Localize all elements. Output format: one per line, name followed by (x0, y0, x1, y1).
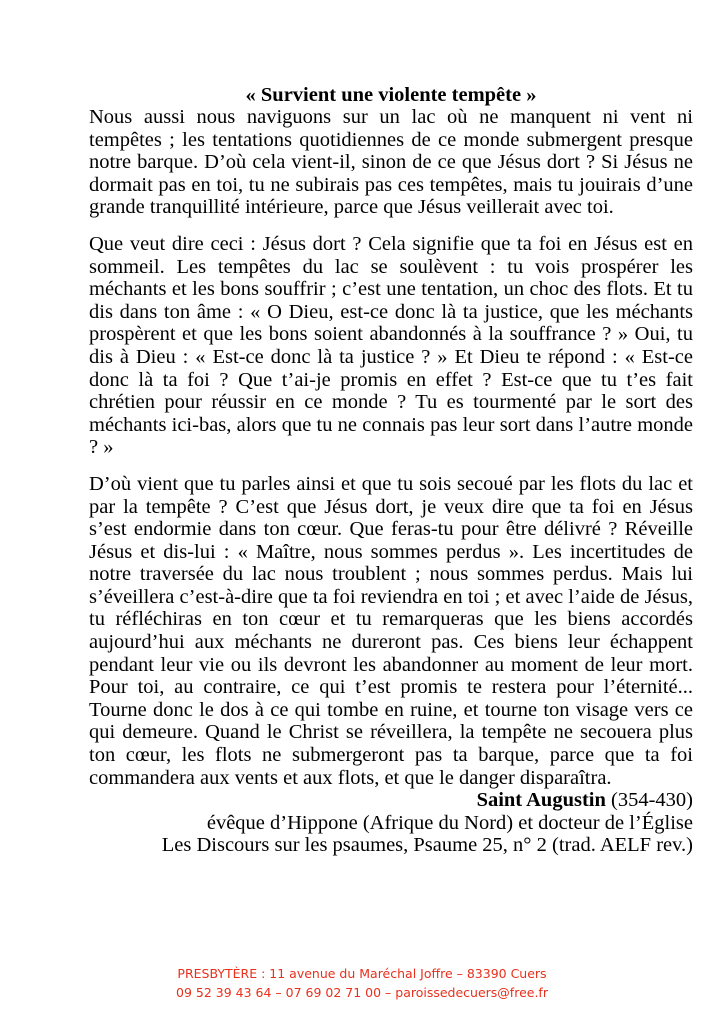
footer-address: PRESBYTÈRE : 11 avenue du Maréchal Joffre – 83390 Cuers (177, 966, 547, 981)
document-body (89, 84, 693, 857)
footer-contact: 09 52 39 43 64 – 07 69 02 71 00 – paroissedecuers@free.fr (176, 985, 548, 1000)
paragraph-2: Que veut dire ceci : Jésus dort ? Cela signifie que ta foi en Jésus est en sommeil. Les tempêtes du lac se soulèvent : tu vois prospérer les méchants et les bons souffrir ; c’est une tentation, un choc des flots. Et tu dis dans ton âme : « O Dieu, est-ce donc là ta justice, que les méchants prospèrent et que les bons soient abandonnés à la souffrance ? » Oui, tu dis à Dieu : « Est-ce donc là ta justice ? » Et Dieu te répond : « Est-ce donc là ta foi ? Que t’ai-je promis en effet ? Est-ce que tu t’es fait chrétien pour réussir en ce monde ? Tu es tourmenté par le sort des méchants ici-bas, alors que tu ne connais pas leur sort dans l’autre monde ? » (89, 232, 693, 459)
document-title: « Survient une violente tempête » (245, 84, 537, 106)
author-role: évêque d’Hippone (Afrique du Nord) et docteur de l’Église (206, 811, 693, 834)
paragraph-3: D’où vient que tu parles ainsi et que tu sois secoué par les flots du lac et par la tempête ? C’est que Jésus dort, je veux dire que ta foi en Jésus s’est endormie dans ton cœur. Que feras-tu pour être délivré ? Réveille Jésus et dis-lui : « Maître, nous sommes perdus ». Les incertitudes de notre traversée du lac nous troublent ; nous sommes perdus. Mais lui s’éveillera c’est-à-dire que ta foi reviendra en toi ; et avec l’aide de Jésus, tu réfléchiras en ton cœur et tu remarqueras que les biens accordés aujourd’hui aux méchants ne dureront pas. Ces biens leur échappent pendant leur vie ou ils devront les abandonner au moment de leur mort. Pour toi, au contraire, ce qui t’est promis te restera pour l’éternité... Tourne donc le dos à ce qui tombe en ruine, et tourne ton visage vers ce qui demeure. Quand le Christ se réveillera, la tempête ne secouera plus ton cœur, les flots ne submergeront pas ta barque, parce que ta foi commandera aux vents et aux flots, et que le danger disparaîtra. (89, 472, 693, 789)
paragraph-1: Nous aussi nous naviguons sur un lac où ne manquent ni vent ni tempêtes ; les tentations quotidiennes de ce monde submergent presque notre barque. D’où cela vient-il, sinon de ce que Jésus dort ? Si Jésus ne dormait pas en toi, tu ne subirais pas ces tempêtes, mais tu jouirais d’une grande tranquillité intérieure, parce que Jésus veillerait avec toi. (89, 106, 693, 219)
author-name: Saint Augustin (476, 789, 606, 812)
attribution-author-line (89, 789, 693, 812)
attribution (89, 789, 693, 857)
parish-footer (0, 964, 724, 1002)
source-reference: Les Discours sur les psaumes, Psaume 25, n° 2 (trad. AELF rev.) (161, 834, 693, 857)
author-dates: (354-430) (605, 789, 693, 812)
